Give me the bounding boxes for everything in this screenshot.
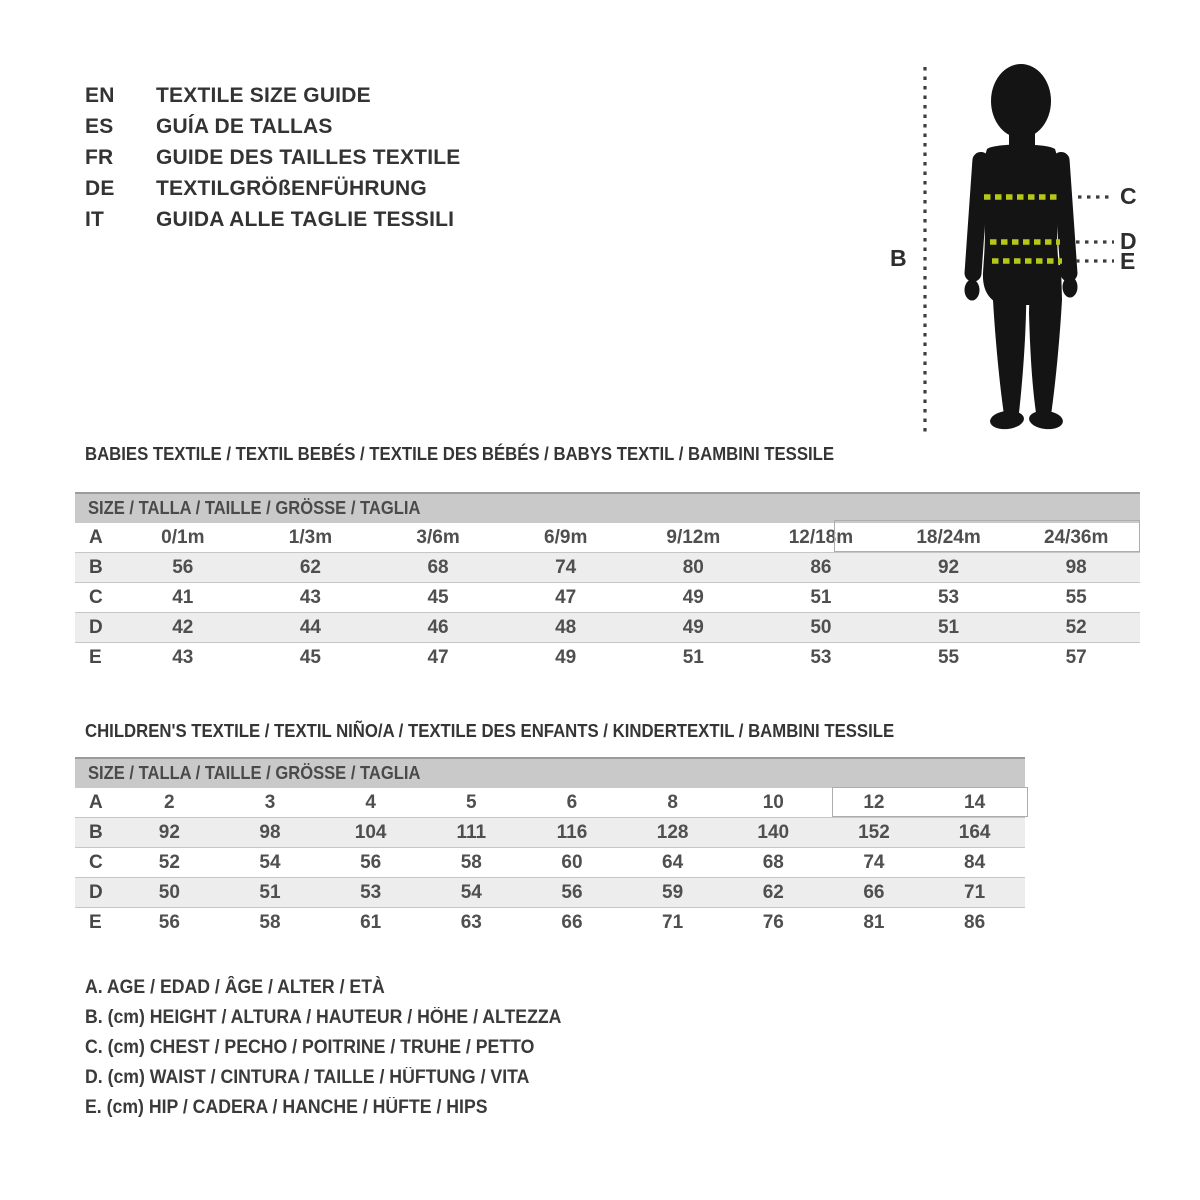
child-silhouette [964, 64, 1078, 431]
legend-waist-text: D. (cm) WAIST / CINTURA / TAILLE / HÜFTUNG / VITA [85, 1067, 530, 1088]
language-code: EN [85, 83, 115, 107]
language-row-es [85, 111, 460, 142]
size-cell: 86 [810, 556, 832, 578]
size-cell: 47 [555, 586, 577, 608]
babies-size-grid [75, 523, 1140, 672]
table-row-d [75, 613, 1140, 643]
size-header-text: SIZE / TALLA / TAILLE / GRÖSSE / TAGLIA [88, 498, 421, 518]
size-cell: 80 [682, 556, 704, 578]
size-cell: 42 [172, 616, 194, 638]
size-cell: 116 [556, 821, 588, 843]
size-cell: 63 [460, 911, 482, 933]
children-size-grid [75, 788, 1025, 937]
size-cell: 56 [158, 911, 180, 933]
size-header-bar [75, 492, 1140, 523]
size-cell: 58 [460, 851, 482, 873]
size-cell: 9/12m [666, 526, 721, 548]
babies-section-heading-text: BABIES TEXTILE / TEXTIL BEBÉS / TEXTILE DES BÉBÉS / BABYS TEXTIL / BAMBINI TESSILE [85, 444, 835, 464]
row-label: E [89, 911, 102, 933]
guide-title: TEXTILE SIZE GUIDE [156, 83, 371, 107]
size-cell: 49 [682, 616, 704, 638]
legend-hip [85, 1093, 597, 1123]
babies-section-heading [85, 444, 890, 465]
table-row-b [75, 818, 1025, 848]
legend-chest [85, 1033, 597, 1063]
row-label: D [89, 881, 103, 903]
size-cell: 62 [762, 881, 784, 903]
table-row-c [75, 583, 1140, 613]
size-cell: 92 [158, 821, 180, 843]
legend-height-text: B. (cm) HEIGHT / ALTURA / HAUTEUR / HÖHE / ALTEZZA [85, 1007, 562, 1028]
legend-height [85, 1003, 597, 1033]
size-cell: 53 [360, 881, 382, 903]
child-measurement-figure [880, 55, 1170, 445]
table-row-b [75, 553, 1140, 583]
size-cell: 51 [937, 616, 960, 638]
table-row-e [75, 643, 1140, 673]
size-cell: 74 [555, 556, 577, 578]
legend-hip-text: E. (cm) HIP / CADERA / HANCHE / HÜFTE / HIPS [85, 1097, 488, 1118]
size-cell: 56 [561, 881, 583, 903]
size-cell: 74 [863, 851, 885, 873]
language-code: FR [85, 145, 114, 169]
size-cell: 56 [360, 851, 382, 873]
size-cell: 55 [1065, 586, 1087, 608]
legend-chest-text: C. (cm) CHEST / PECHO / POITRINE / TRUHE / PETTO [85, 1037, 535, 1058]
size-cell: 68 [762, 851, 784, 873]
size-cell: 24/36m [1043, 526, 1109, 548]
row-label: E [89, 646, 102, 668]
size-cell: 66 [863, 881, 885, 903]
size-cell: 45 [299, 646, 321, 668]
table-row-d [75, 878, 1025, 908]
table-row-a [75, 788, 1025, 818]
size-cell: 53 [937, 586, 960, 608]
size-cell: 84 [964, 851, 986, 873]
size-cell: 54 [460, 881, 482, 903]
size-cell: 71 [964, 881, 986, 903]
size-cell: 53 [810, 646, 832, 668]
size-cell: 64 [662, 851, 684, 873]
size-cell: 66 [561, 911, 583, 933]
size-cell: 71 [662, 911, 684, 933]
size-cell: 111 [456, 821, 487, 843]
size-cell: 6/9m [544, 526, 588, 548]
row-label: B [89, 556, 103, 578]
size-cell: 8 [667, 791, 678, 813]
size-cell: 49 [555, 646, 577, 668]
size-cell: 50 [158, 881, 180, 903]
measure-label-hip: E [1120, 248, 1136, 274]
row-label: A [89, 791, 103, 813]
size-cell: 56 [172, 556, 194, 578]
language-title-list [85, 80, 460, 235]
legend-waist [85, 1063, 597, 1093]
size-cell: 44 [299, 616, 321, 638]
size-cell: 51 [810, 586, 832, 608]
size-cell: 1/3m [288, 526, 333, 548]
size-header-bar [75, 757, 1025, 788]
size-cell: 81 [863, 911, 885, 933]
size-cell: 14 [964, 791, 986, 813]
size-cell: 48 [555, 616, 577, 638]
size-cell: 51 [682, 646, 704, 668]
size-cell: 43 [172, 646, 194, 668]
size-cell: 92 [937, 556, 960, 578]
guide-title: GUÍA DE TALLAS [156, 114, 333, 138]
size-cell: 12 [863, 791, 885, 813]
guide-title: GUIDE DES TAILLES TEXTILE [156, 145, 461, 169]
language-row-fr [85, 142, 460, 173]
size-cell: 52 [1065, 616, 1087, 638]
size-cell: 3 [264, 791, 276, 813]
size-cell: 41 [172, 586, 194, 608]
size-cell: 57 [1065, 646, 1087, 668]
measure-label-chest: C [1120, 183, 1137, 209]
row-label: C [89, 586, 103, 608]
size-cell: 10 [762, 791, 784, 813]
size-cell: 52 [158, 851, 180, 873]
measurement-legend [85, 973, 597, 1123]
size-cell: 68 [427, 556, 449, 578]
size-cell: 50 [810, 616, 832, 638]
size-cell: 62 [299, 556, 321, 578]
children-section-heading-text: CHILDREN'S TEXTILE / TEXTIL NIÑO/A / TEXTILE DES ENFANTS / KINDERTEXTIL / BAMBINI TESSILE [85, 721, 895, 741]
size-cell: 98 [259, 821, 281, 843]
row-label: D [89, 616, 103, 638]
language-row-de [85, 173, 460, 204]
size-cell: 49 [682, 586, 704, 608]
size-cell: 54 [259, 851, 281, 873]
row-label: B [89, 821, 103, 843]
size-cell: 43 [299, 586, 321, 608]
size-header-text: SIZE / TALLA / TAILLE / GRÖSSE / TAGLIA [88, 763, 421, 783]
language-row-it [85, 204, 460, 235]
table-row-c [75, 848, 1025, 878]
size-cell: 60 [561, 851, 583, 873]
language-code: DE [85, 176, 115, 200]
measure-label-height: B [890, 245, 907, 271]
children-size-table [75, 757, 1025, 937]
guide-title: TEXTILGRÖßENFÜHRUNG [156, 176, 427, 200]
guide-title: GUIDA ALLE TAGLIE TESSILI [156, 207, 455, 231]
language-code: IT [85, 207, 105, 231]
size-cell: 47 [427, 646, 449, 668]
size-cell: 55 [937, 646, 960, 668]
size-cell: 128 [656, 821, 689, 843]
size-cell: 51 [259, 881, 281, 903]
size-cell: 12/18m [788, 526, 854, 548]
language-code: ES [85, 114, 114, 138]
size-cell: 5 [466, 791, 477, 813]
children-section-heading [85, 721, 955, 742]
legend-age [85, 973, 597, 1003]
legend-age-text: A. AGE / EDAD / ÂGE / ALTER / ETÀ [85, 977, 385, 998]
size-cell: 2 [164, 791, 175, 813]
babies-size-table [75, 492, 1140, 672]
size-cell: 104 [354, 821, 387, 843]
size-cell: 164 [958, 821, 991, 843]
row-label: A [89, 526, 103, 548]
table-row-a [75, 523, 1140, 553]
table-row-e [75, 908, 1025, 938]
size-cell: 61 [360, 911, 382, 933]
row-label: C [89, 851, 103, 873]
size-cell: 4 [365, 791, 376, 813]
size-cell: 152 [858, 821, 890, 843]
size-cell: 46 [427, 616, 449, 638]
size-cell: 140 [757, 821, 790, 843]
size-cell: 6 [566, 791, 578, 813]
size-cell: 58 [259, 911, 281, 933]
size-cell: 0/1m [161, 526, 205, 548]
size-cell: 86 [964, 911, 986, 933]
language-row-en [85, 80, 460, 111]
measure-label-waist: D [1120, 228, 1137, 254]
size-cell: 45 [427, 586, 449, 608]
size-cell: 18/24m [916, 526, 981, 548]
size-cell: 3/6m [416, 526, 460, 548]
size-cell: 76 [762, 911, 784, 933]
size-cell: 98 [1065, 556, 1087, 578]
size-cell: 59 [662, 881, 684, 903]
